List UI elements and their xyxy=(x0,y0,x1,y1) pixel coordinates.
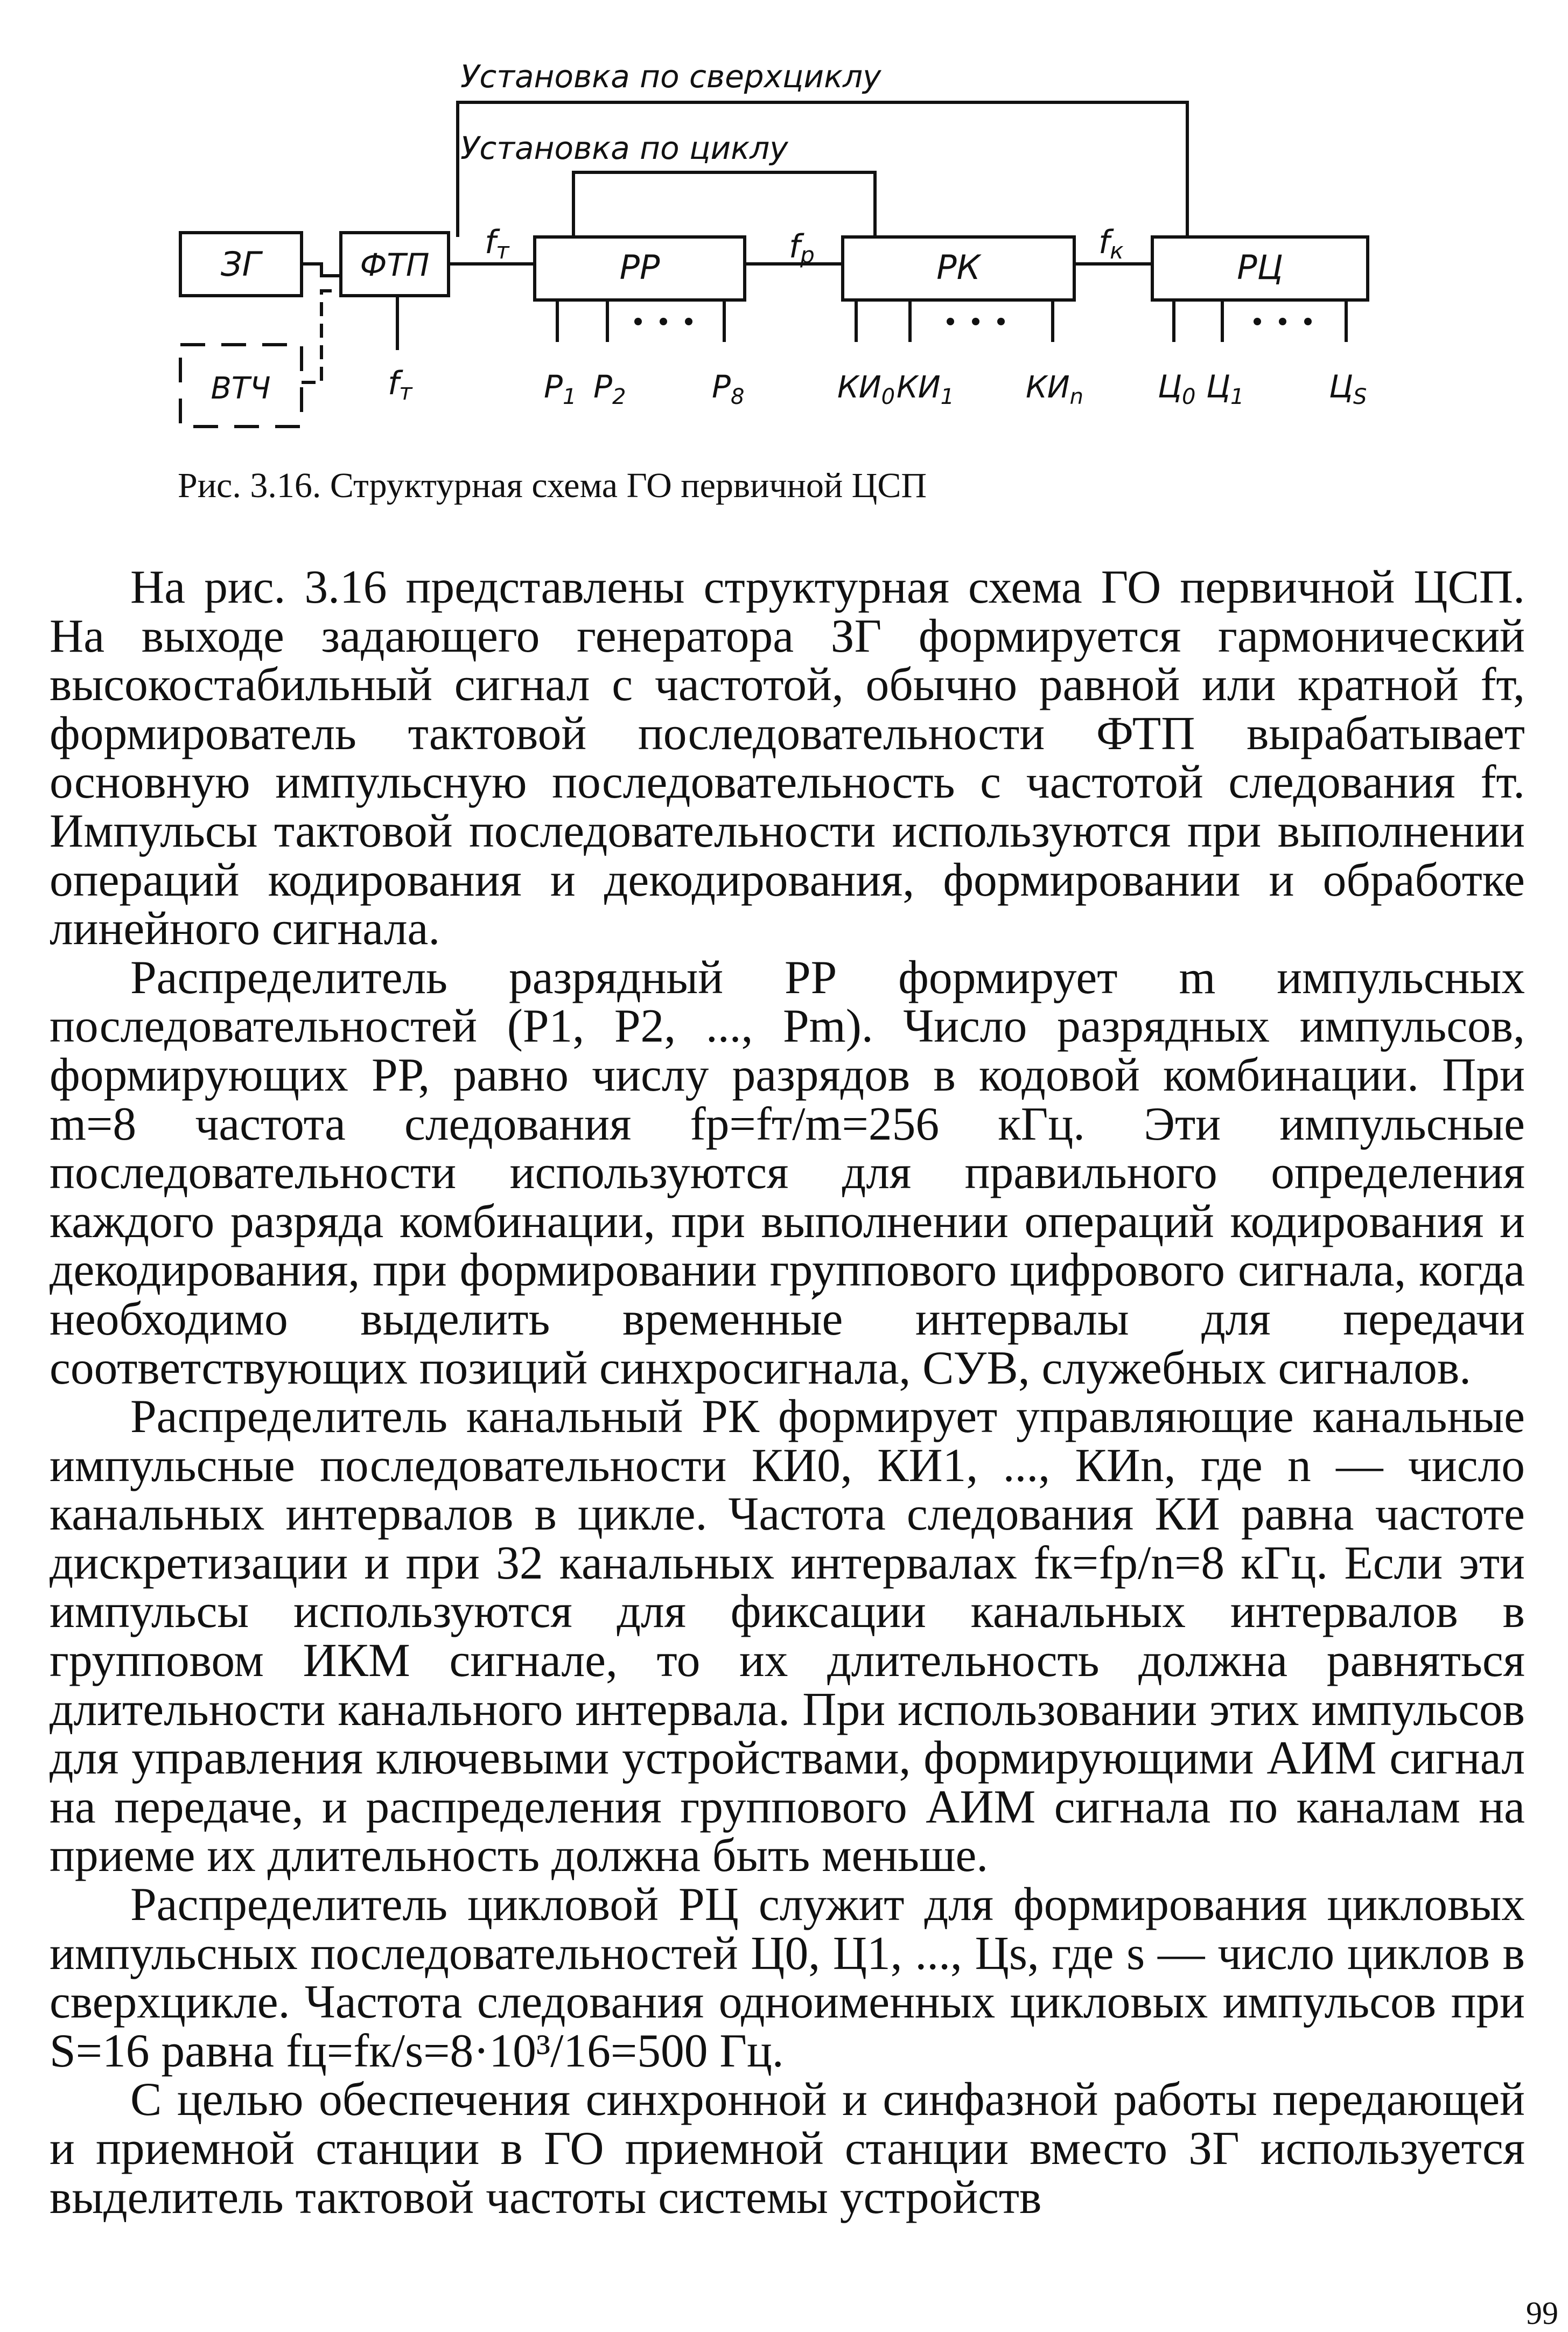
fp-link-label: fр xyxy=(789,228,815,268)
vtch-ftp-link xyxy=(302,291,341,382)
block-rk-label: РК xyxy=(936,248,981,287)
ellipsis-dot xyxy=(997,318,1005,325)
ft-link-label: fт xyxy=(485,224,509,264)
page-number: 99 xyxy=(1526,2295,1558,2331)
block-diagram xyxy=(0,0,1568,485)
ellipsis-dot xyxy=(1254,318,1261,325)
rr-output-label: $Р_2$ xyxy=(593,368,626,409)
rk-output-label: $КИ_0$ xyxy=(837,370,895,409)
body-text xyxy=(50,563,1525,2222)
block-zg-label: ЗГ xyxy=(220,245,261,284)
ellipsis-dot xyxy=(660,318,667,325)
figure-caption: Рис. 3.16. Структурная схема ГО первичной ЦСП xyxy=(178,466,927,505)
ellipsis-dot xyxy=(634,318,642,325)
ellipsis-dot xyxy=(947,318,954,325)
ellipsis-dot xyxy=(972,318,979,325)
ftp-output-label: fт xyxy=(388,365,412,405)
rr-output-label: $Р_8$ xyxy=(712,368,745,409)
paragraph: Распределитель разрядный РР формирует m импульсных последовательностей (P1, P2, ..., Pm). Число разрядных импульсов, формирующих РР, равно числу разрядов в кодовой комбинации. При m=8 частота следования fр=fт/m=256 кГц. Эти импульсные последовательности используются для правильного определения каждого разряда комбинации, при выполнении операций кодирования и декодирования, при формировании группового цифрового сигнала, когда необходимо выделить временны́е интервалы для передачи соответствующих позиций синхросигнала, СУВ, служебных сигналов. xyxy=(50,951,1525,1394)
rc-output-label: $Ц_S$ xyxy=(1329,368,1367,409)
superframe-sync-line xyxy=(458,102,1187,237)
frame-sync-line xyxy=(573,172,875,237)
rk-output-label: $КИ_n$ xyxy=(1026,370,1084,409)
block-rc-label: РЦ xyxy=(1237,248,1283,287)
rk-output-label: $КИ_1$ xyxy=(897,370,955,409)
superframe-sync-label: Установка по сверхциклу xyxy=(460,58,881,95)
rc-output-label: $Ц_0$ xyxy=(1158,368,1196,409)
ellipsis-dot xyxy=(685,318,692,325)
zg-ftp-link xyxy=(302,264,341,276)
rr-output-label: $Р_1$ xyxy=(544,368,577,409)
block-rr-label: РР xyxy=(619,248,660,287)
ellipsis-dot xyxy=(1304,318,1312,325)
ellipsis-dot xyxy=(1279,318,1286,325)
frame-sync-label: Установка по циклу xyxy=(460,130,788,166)
fk-link-label: fк xyxy=(1098,224,1124,264)
block-vtch-label: ВТЧ xyxy=(211,371,271,406)
paragraph: На рис. 3.16 представлены структурная схема ГО первичной ЦСП. На выходе задающего генератора ЗГ формируется гармонический высокостабильный сигнал с частотой, обычно равной или кратной fт, формирователь тактовой последовательности ФТП вырабатывает основную импульсную последовательность с частотой следования fт. Импульсы тактовой последовательности используются при выполнении операций кодирования и декодирования, формировании и обработке линейного сигнала. xyxy=(50,561,1525,955)
paragraph: С целью обеспечения синхронной и синфазной работы передающей и приемной станции в ГО приемной станции вместо ЗГ используется выделитель тактовой частоты системы устройств xyxy=(50,2073,1525,2223)
paragraph: Распределитель цикловой РЦ служит для формирования цикловых импульсных последовательностей Ц0, Ц1, ..., Цs, где s — число циклов в сверхцикле. Частота следования одноименных цикловых импульсов при S=16 равна fц=fк/s=8·10³/16=500 Гц. xyxy=(50,1878,1525,2077)
paragraph: Распределитель канальный РК формирует управляющие канальные импульсные последовательности КИ0, КИ1, ..., КИn, где n — число канальных интервалов в цикле. Частота следования КИ равна частоте дискретизации и при 32 канальных интервалах fк=fр/n=8 кГц. Если эти импульсы используются для фиксации канальных интервалов в групповом ИКМ сигнале, то их длительность должна равняться длительности канального интервала. При использовании этих импульсов для управления ключевыми устройствами, формирующими АИМ сигнал на передаче, и распределения группового АИМ сигнала по каналам на приеме их длительность должна быть меньше. xyxy=(50,1390,1525,1882)
block-ftp-label: ФТП xyxy=(360,247,430,283)
rc-output-label: $Ц_1$ xyxy=(1206,368,1244,409)
